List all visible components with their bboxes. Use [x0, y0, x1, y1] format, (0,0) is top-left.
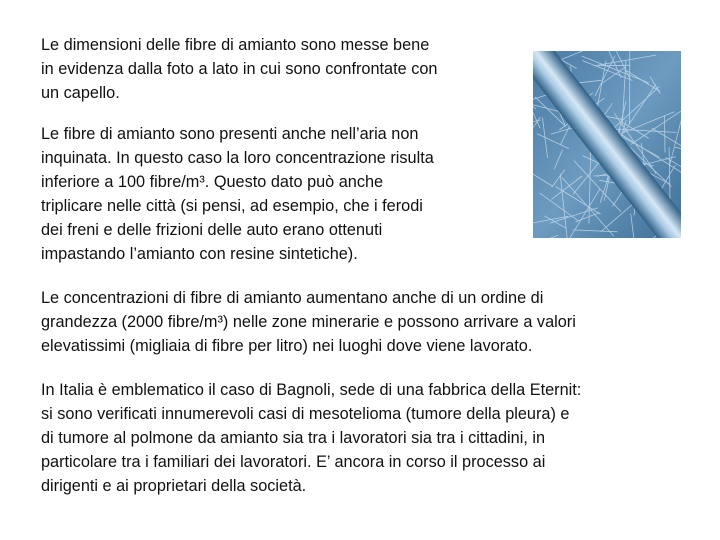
paragraph-air-concentration: Le fibre di amianto sono presenti anche nell’aria non inquinata. In questo caso la loro concentrazione risulta inferiore a 100 fibre/m³. Questo dato può anche triplicare nelle città (si pensi, ad esempio, che i ferodi dei freni e delle frizioni delle auto erano ottenuti impastando l’amianto con resine sintetiche). — [41, 125, 434, 263]
paragraph-fibre-size: Le dimensioni delle fibre di amianto sono messe bene in evidenza dalla foto a lato in cui sono confrontate con un capello. — [41, 36, 438, 102]
hair-fibre-photo — [533, 51, 681, 238]
paragraph-bagnoli-case: In Italia è emblematico il caso di Bagnoli, sede di una fabbrica della Eternit: si sono verificati innumerevoli casi di mesotelioma (tumore della pleura) e di tumore al polmone da amianto sia tra i lavoratori sia tra i cittadini, in particolare tra i familiari dei lavoratori. E’ ancora in corso il processo ai dirigenti e ai proprietari della società. — [41, 381, 582, 495]
paragraph-mining-concentration: Le concentrazioni di fibre di amianto aumentano anche di un ordine di grandezza (2000 fibre/m³) nelle zone minerarie e possono arrivare a valori elevatissimi (migliaia di fibre per litro) nei luoghi dove viene lavorato. — [41, 289, 576, 355]
asbestos-fibre — [665, 115, 666, 152]
micrograph-image — [533, 51, 681, 238]
